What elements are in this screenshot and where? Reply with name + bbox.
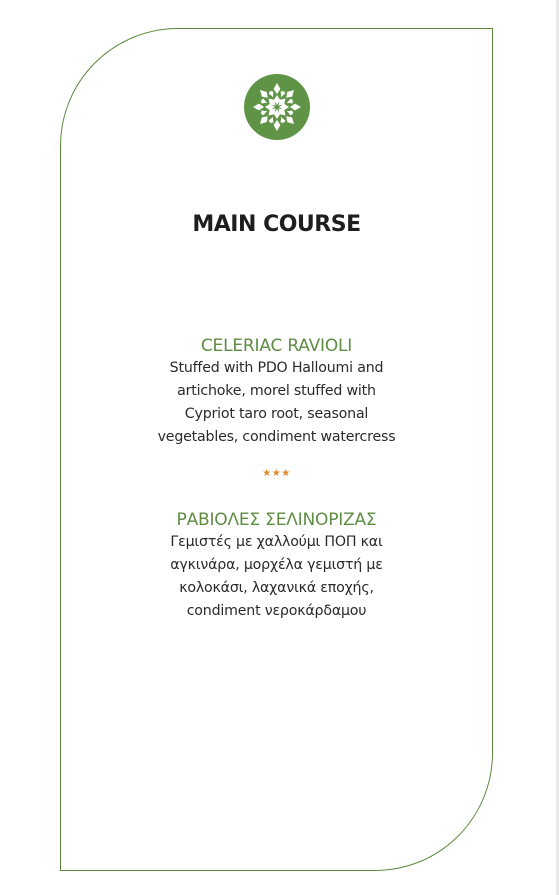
description-line: κολοκάσι, λαχανικά εποχής, [179,580,374,596]
dish-name-english: CELERIAC RAVIOLI [200,336,353,356]
dish-english [60,335,493,449]
description-line: condiment νεροκάρδαμου [186,603,367,619]
description-line: αγκινάρα, μορχέλα γεμιστή με [170,557,383,573]
menu-card [60,28,493,871]
dish-greek [60,509,493,623]
description-line: artichoke, morel stuffed with [177,383,376,399]
snowflake-emblem-icon [244,74,310,140]
description-line: Cypriot taro root, seasonal [184,406,369,422]
description-line: vegetables, condiment watercress [157,429,396,445]
course-title: MAIN COURSE [192,212,361,237]
star-separator: ★★★ [262,468,291,479]
description-line: Stuffed with PDO Halloumi and [169,360,384,376]
dish-name-greek: ΡΑΒΙΟΛΕΣ ΣΕΛΙΝΟΡΙΖΑΣ [176,510,377,530]
description-line: Γεμιστές με χαλλούμι ΠΟΠ και [170,534,383,550]
dish-description-greek [60,531,493,623]
dish-description-english [60,357,493,449]
